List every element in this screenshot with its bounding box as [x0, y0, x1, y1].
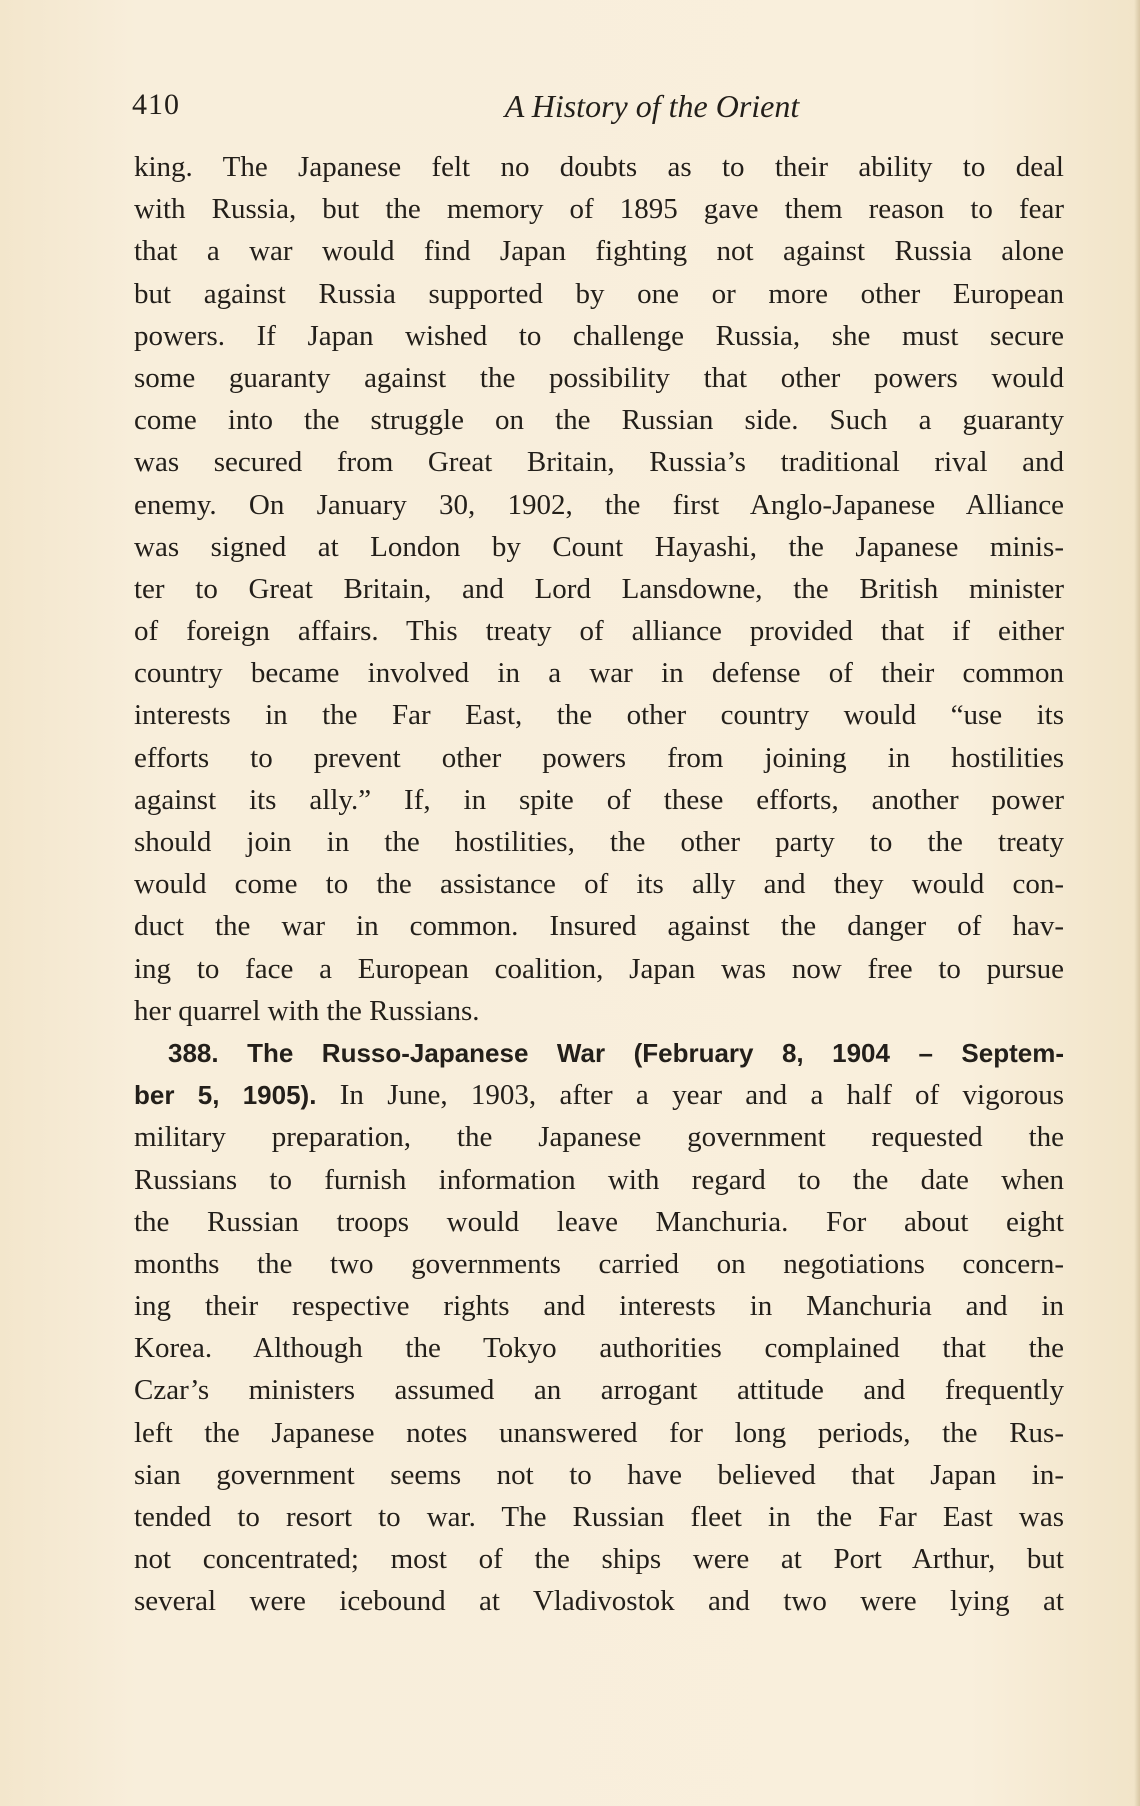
text-line: enemy. On January 30, 1902, the first Anglo-Japanese Alliance	[134, 488, 1064, 521]
text-line: ing their respective rights and interests in Manchuria and in	[134, 1290, 1064, 1323]
text-line: country became involved in a war in defense of their common	[134, 657, 1064, 690]
text-line: not concentrated; most of the ships were at Port Arthur, but	[134, 1543, 1064, 1576]
page-edge-shadow	[1134, 0, 1140, 1806]
text-line: should join in the hostilities, the other party to the treaty	[134, 826, 1064, 858]
text-line: come into the struggle on the Russian side. Such a guaranty	[134, 404, 1064, 437]
paragraph-1	[134, 146, 1064, 1032]
page-header	[132, 88, 1062, 128]
text-line: ing to face a European coalition, Japan was now free to pursue	[134, 952, 1064, 985]
text-line: would come to the assistance of its ally and they would con-	[134, 868, 1064, 901]
running-title: A History of the Orient	[504, 88, 800, 124]
text-line: that a war would find Japan fighting not against Russia alone	[134, 235, 1064, 268]
section-388	[134, 1032, 1064, 1623]
section-heading: 388. The Russo-Japanese War (February 8, 1904 – Septem-	[168, 1037, 1064, 1068]
text-line: some guaranty against the possibility that other powers would	[134, 361, 1064, 394]
text-line: sian government seems not to have believed that Japan in-	[134, 1458, 1064, 1491]
text-line: against its ally.” If, in spite of these efforts, another power	[134, 783, 1064, 816]
text-line: was signed at London by Count Hayashi, the Japanese minis-	[134, 530, 1064, 563]
section-heading-line	[134, 1032, 1064, 1074]
text-line: left the Japanese notes unanswered for long periods, the Rus-	[134, 1416, 1064, 1449]
text-line: but against Russia supported by one or more other European	[134, 277, 1064, 310]
text-line: military preparation, the Japanese government requested the	[134, 1121, 1064, 1154]
text-line: Czar’s ministers assumed an arrogant attitude and frequently	[134, 1374, 1064, 1407]
text-line: ter to Great Britain, and Lord Lansdowne, the British minister	[134, 572, 1064, 605]
text-fragment: In June, 1903, after a year and a half of vigorous	[339, 1079, 1064, 1112]
text-line: Korea. Although the Tokyo authorities complained that the	[134, 1332, 1064, 1365]
text-line: tended to resort to war. The Russian fleet in the Far East was	[134, 1501, 1064, 1533]
text-line: her quarrel with the Russians.	[134, 994, 480, 1027]
text-line: Russians to furnish information with regard to the date when	[134, 1163, 1064, 1196]
text-line: with Russia, but the memory of 1895 gave them reason to fear	[134, 193, 1064, 226]
text-line: duct the war in common. Insured against the danger of hav-	[134, 910, 1064, 943]
text-line: the Russian troops would leave Manchuria. For about eight	[134, 1205, 1064, 1238]
text-line	[134, 1074, 1064, 1116]
text-line: king. The Japanese felt no doubts as to their ability to deal	[134, 151, 1064, 183]
text-line: powers. If Japan wished to challenge Russia, she must secure	[134, 319, 1064, 352]
body-text	[134, 146, 1064, 1623]
text-line: efforts to prevent other powers from joining in hostilities	[134, 741, 1064, 774]
text-line: several were icebound at Vladivostok and two were lying at	[134, 1585, 1064, 1618]
page-number: 410	[132, 88, 180, 121]
text-line: months the two governments carried on negotiations concern-	[134, 1247, 1064, 1280]
section-heading-continued: ber 5, 1905).	[134, 1080, 317, 1111]
text-line: was secured from Great Britain, Russia’s traditional rival and	[134, 446, 1064, 479]
text-line: interests in the Far East, the other country would “use its	[134, 699, 1064, 732]
text-line: of foreign affairs. This treaty of alliance provided that if either	[134, 615, 1064, 648]
